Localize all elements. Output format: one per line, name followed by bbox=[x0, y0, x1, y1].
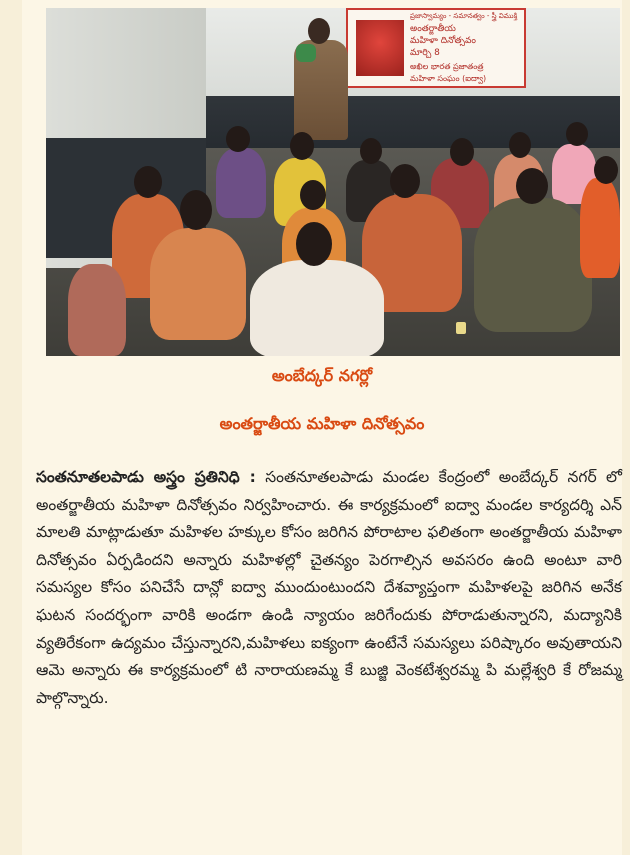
seated-woman bbox=[474, 198, 592, 332]
glass-cup bbox=[456, 322, 466, 334]
headline-line-2: అంతర్జాతీయ మహిళా దినోత్సవం bbox=[219, 414, 425, 433]
banner-line: ప్రజాస్వామ్యం - సమానత్వం - స్త్రీ విముక్తి bbox=[410, 12, 518, 20]
seated-woman bbox=[580, 178, 620, 278]
headline-line-1: అంబేద్కర్ నగర్లో bbox=[271, 366, 373, 385]
article-body bbox=[36, 464, 622, 712]
banner-graphic bbox=[356, 20, 404, 76]
event-photo bbox=[46, 8, 620, 356]
banner-line: మహిళా సంఘం (ఐద్వా) bbox=[410, 74, 487, 83]
seated-woman bbox=[250, 260, 384, 356]
article-text: సంతనూతలపాడు మండల కేంద్రంలో అంబేద్కర్ నగర్ లో అంతర్జాతీయ మహిళా దినోత్సవం నిర్వహించారు. ఈ కార్యక్రమంలో ఐద్వా మండల కార్యదర్శి ఎన్ మాలతి మాట్లాడుతూ మహిళల హక్కుల కోసం జరిగిన పోరాటాల ఫలితంగా అంతర్జాతీయ మహిళా దినోత్సవం ఏర్పడిందని అన్నారు మహిళల్లో చైతన్యం పెరగాల్సిన అవసరం ఉంది అంటూ వారి సమస్యల కోసం పనిచేసే దాన్లో ఐద్వా ముందుంటుందని దేశవ్యాప్తంగా మహిళలపై జరిగిన అనేక ఘటన సందర్భంగా వారికి అండగా ఉండి న్యాయం జరిగేందుకు పోరాడుతున్నారని, మద్యానికి వ్యతిరేకంగా ఉద్యమం చేస్తున్నారని,మహిళలు ఐక్యంగా ఉంటేనే సమస్యలు పరిష్కారం అవుతాయని ఆమె అన్నారు ఈ కార్యక్రమంలో టి నారాయణమ్మ కే బుజ్జి వెంకటేశ్వరమ్మ పి మల్లేశ్వరి కే రోజమ్మ పాల్గొన్నారు. bbox=[36, 468, 622, 707]
banner-line: అఖిల భారత ప్రజాతంత్ర bbox=[410, 62, 484, 71]
event-banner bbox=[346, 8, 526, 88]
banner-line: మార్చి 8 bbox=[410, 48, 440, 58]
banner-line: అంతర్జాతీయ bbox=[410, 24, 456, 34]
dateline: సంతనూతలపాడు అస్త్రం ప్రతినిధి : bbox=[36, 468, 256, 486]
seated-woman bbox=[68, 264, 126, 356]
seated-woman bbox=[216, 148, 266, 218]
seated-woman bbox=[150, 228, 246, 340]
banner-line: మహిళా దినోత్సవం bbox=[410, 36, 476, 46]
